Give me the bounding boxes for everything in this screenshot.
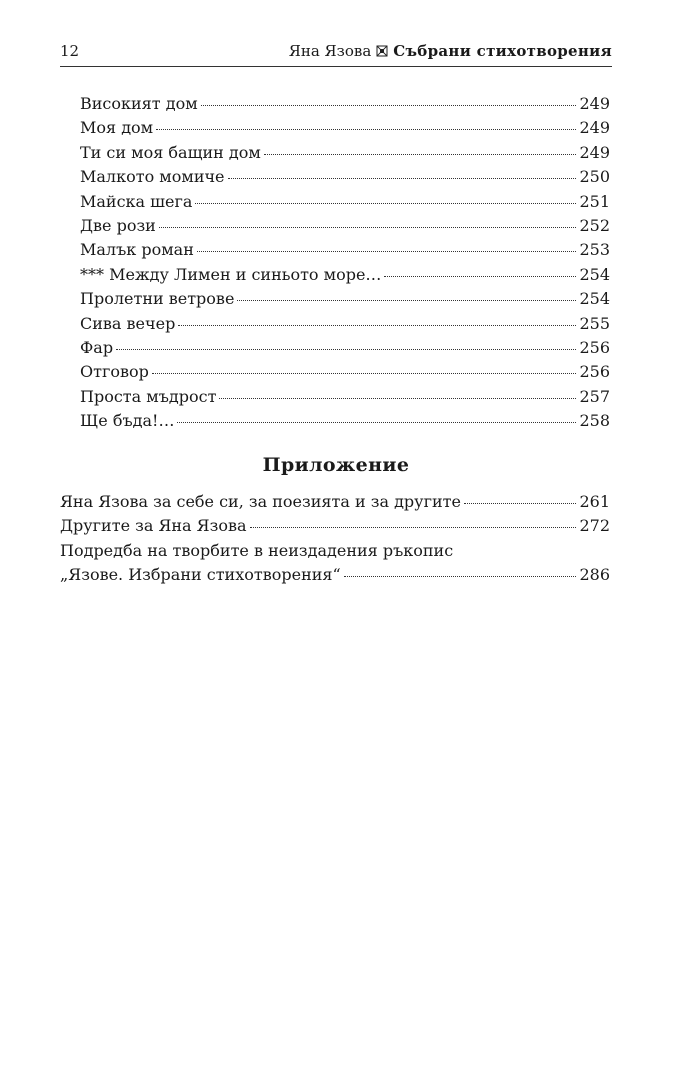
toc-entry-multiline[interactable] xyxy=(60,539,610,588)
toc-entry-title: Яна Язова за себе си, за поезията и за другите xyxy=(60,492,461,511)
dot-leader xyxy=(197,251,577,252)
page-number: 12 xyxy=(60,42,80,60)
toc-entry-title: Ти си моя бащин дом xyxy=(80,142,261,162)
toc-entry[interactable] xyxy=(80,263,610,287)
toc-entry[interactable] xyxy=(80,141,610,165)
toc-entry-title: Високият дом xyxy=(80,94,198,113)
appendix-heading: Приложение xyxy=(262,454,410,476)
toc-entry-page: 249 xyxy=(579,118,610,138)
toc-entry[interactable] xyxy=(60,514,610,538)
appendix-list xyxy=(60,490,610,588)
toc-entry-page: 250 xyxy=(579,167,610,187)
toc-entry[interactable] xyxy=(80,238,610,262)
dot-leader xyxy=(264,154,577,155)
toc-entry-page: 254 xyxy=(579,289,610,309)
toc-entry-title: Малък роман xyxy=(80,240,194,260)
dot-leader xyxy=(152,373,577,374)
toc-entry-page: 256 xyxy=(579,362,610,382)
toc-entry[interactable] xyxy=(80,116,610,140)
toc-entry[interactable] xyxy=(60,490,610,514)
dot-leader xyxy=(237,300,576,301)
toc-entry-title: Пролетни ветрове xyxy=(80,289,235,309)
toc-entry-title: Отговор xyxy=(80,362,149,382)
running-header xyxy=(60,36,612,67)
toc-entry-page: 258 xyxy=(579,411,610,431)
dot-leader xyxy=(195,203,576,204)
toc-entry-title: Другите за Яна Язова xyxy=(60,516,247,536)
toc-entry-title: Фар xyxy=(80,337,114,357)
toc-entry[interactable] xyxy=(80,165,610,189)
toc-entry-title: Малкото момиче xyxy=(80,167,225,187)
toc-entry-page: 253 xyxy=(579,240,610,260)
toc-list xyxy=(80,92,610,433)
toc-entry-title: *** Между Лимен и синьото море… xyxy=(80,264,382,284)
toc-entry[interactable] xyxy=(80,360,610,384)
toc-entry-title: Сива вечер xyxy=(80,313,176,333)
dot-leader xyxy=(116,349,576,350)
author-name: Яна Язова xyxy=(288,42,372,60)
toc-entry-title: Ще бъда!… xyxy=(80,411,175,431)
toc-entry-page: 254 xyxy=(579,264,610,284)
ornament-icon xyxy=(376,45,388,57)
dot-leader xyxy=(156,129,576,130)
toc-entry-title: Майска шега xyxy=(80,191,193,211)
toc-entry-page: 249 xyxy=(579,94,610,113)
toc-entry-title-line: Подредба на творбите в неиздадения ръкопис xyxy=(60,540,454,560)
dot-leader xyxy=(178,325,576,326)
toc-entry-title-line: „Язове. Избрани стихотворения“ xyxy=(60,565,341,585)
dot-leader xyxy=(344,576,577,577)
dot-leader xyxy=(250,527,577,528)
toc-entry[interactable] xyxy=(80,312,610,336)
toc-entry[interactable] xyxy=(80,385,610,409)
toc-entry-page: 261 xyxy=(579,492,610,511)
toc-entry[interactable] xyxy=(80,336,610,360)
toc-entry-page: 286 xyxy=(579,565,610,585)
dot-leader xyxy=(384,276,576,277)
toc-entry[interactable] xyxy=(80,409,610,433)
toc-entry[interactable] xyxy=(80,190,610,214)
toc-entry-page: 255 xyxy=(579,313,610,333)
dot-leader xyxy=(464,503,577,504)
toc-entry-page: 249 xyxy=(579,142,610,162)
book-title: Събрани стихотворения xyxy=(393,42,612,60)
toc-entry[interactable] xyxy=(80,214,610,238)
dot-leader xyxy=(159,227,577,228)
toc-entry-page: 272 xyxy=(579,516,610,536)
toc-entry-page: 251 xyxy=(579,191,610,211)
toc-entry-title: Моя дом xyxy=(80,118,154,138)
dot-leader xyxy=(228,178,577,179)
dot-leader xyxy=(201,105,577,106)
toc-entry-page: 252 xyxy=(579,215,610,235)
toc-entry-title: Две рози xyxy=(80,215,156,235)
toc-entry[interactable] xyxy=(80,287,610,311)
toc-entry-page: 256 xyxy=(579,337,610,357)
running-title xyxy=(289,42,612,60)
dot-leader xyxy=(219,398,576,399)
dot-leader xyxy=(177,422,576,423)
toc-entry[interactable] xyxy=(80,92,610,116)
toc-entry-page: 257 xyxy=(579,386,610,406)
toc-entry-title: Проста мъдрост xyxy=(80,386,217,406)
